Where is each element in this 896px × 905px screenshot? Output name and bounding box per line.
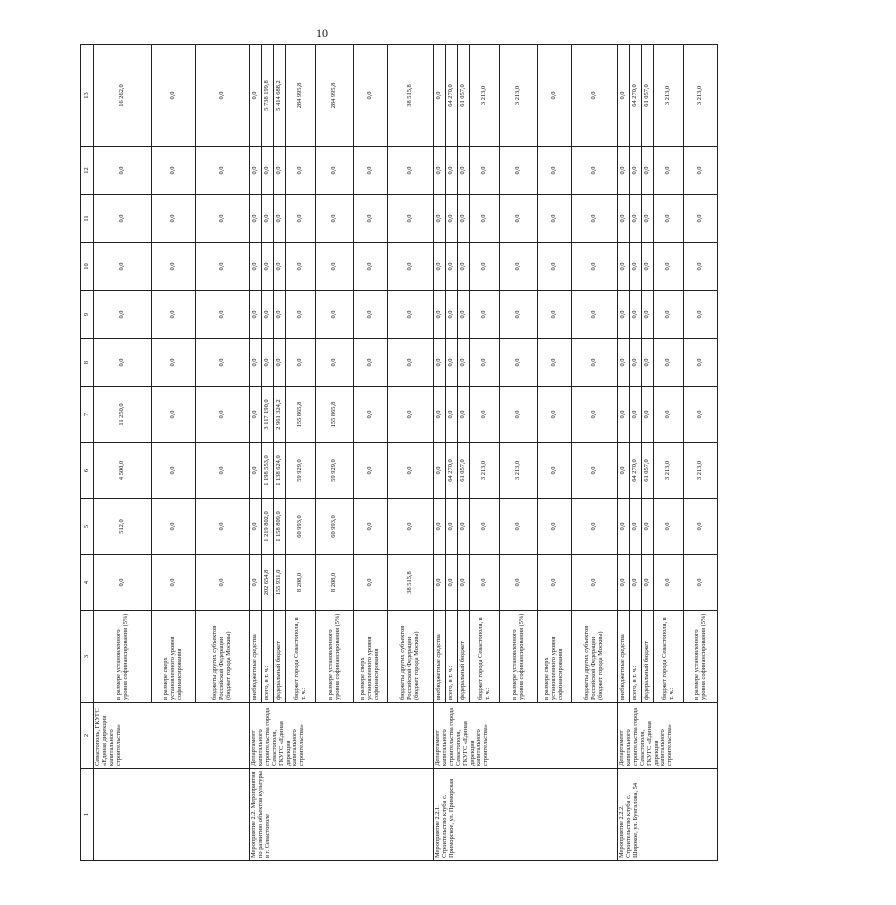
value-cell: 1 219 802,0	[262, 499, 274, 555]
value-cell: 0,0	[500, 147, 538, 195]
value-cell: 0,0	[388, 291, 434, 339]
funding-source: в размере установленного уровня софинансирования (5%)	[500, 611, 538, 703]
value-cell: 0,0	[642, 339, 654, 387]
value-cell: 0,0	[630, 499, 642, 555]
measure-cell	[250, 769, 434, 861]
funding-source: внебюджетные средства	[250, 611, 262, 703]
value-cell: 0,0	[618, 387, 630, 443]
value-cell: 0,0	[684, 499, 718, 555]
value-cell: 0,0	[642, 291, 654, 339]
funding-source: бюджет города Севастополя, в т. ч.:	[470, 611, 500, 703]
value-total: 16 262,0	[94, 45, 152, 147]
col-header: 10	[81, 243, 94, 291]
executor-directorate: ГКУГС «Единая дирекция капитального строительства»	[461, 721, 490, 766]
value-cell: 0,0	[538, 387, 572, 443]
value-cell: 0,0	[196, 243, 250, 291]
value-cell: 1 138 624,0	[274, 443, 286, 499]
value-cell: 0,0	[684, 339, 718, 387]
rotated-table-area	[80, 45, 896, 858]
value-cell: 0,0	[500, 195, 538, 243]
value-cell: 0,0	[94, 147, 152, 195]
value-cell: 0,0	[354, 291, 388, 339]
value-cell: 0,0	[572, 243, 618, 291]
value-cell: 0,0	[434, 443, 446, 499]
value-cell: 61 057,0	[458, 443, 470, 499]
value-cell: 0,0	[286, 339, 316, 387]
value-cell: 0,0	[196, 443, 250, 499]
table-row	[250, 45, 262, 861]
value-cell: 512,0	[94, 499, 152, 555]
value-cell: 0,0	[538, 243, 572, 291]
value-cell: 0,0	[572, 499, 618, 555]
value-cell: 0,0	[250, 195, 262, 243]
value-cell: 8 208,0	[316, 555, 354, 611]
value-cell: 0,0	[654, 499, 684, 555]
value-cell: 0,0	[446, 291, 458, 339]
value-total: 3 213,0	[654, 45, 684, 147]
value-cell: 0,0	[572, 387, 618, 443]
value-cell: 0,0	[458, 499, 470, 555]
value-cell: 0,0	[572, 555, 618, 611]
value-cell: 8 208,0	[286, 555, 316, 611]
rotated-table-wrapper	[80, 45, 707, 861]
value-total: 38 515,8	[388, 45, 434, 147]
value-cell: 0,0	[274, 339, 286, 387]
value-cell: 0,0	[500, 243, 538, 291]
col-header: 13	[81, 45, 94, 147]
value-cell: 0,0	[630, 339, 642, 387]
col-header: 6	[81, 443, 94, 499]
value-cell: 0,0	[654, 291, 684, 339]
col-header: 7	[81, 387, 94, 443]
value-cell: 2 961 324,2	[274, 387, 286, 443]
table-row	[434, 45, 446, 861]
value-cell: 0,0	[316, 147, 354, 195]
value-cell: 0,0	[470, 243, 500, 291]
value-cell: 0,0	[196, 555, 250, 611]
value-cell: 0,0	[618, 291, 630, 339]
value-total: 284 995,8	[316, 45, 354, 147]
value-cell: 0,0	[470, 147, 500, 195]
col-header: 3	[81, 611, 94, 703]
value-cell: 0,0	[434, 339, 446, 387]
value-cell: 0,0	[630, 147, 642, 195]
value-cell: 0,0	[538, 499, 572, 555]
value-cell: 0,0	[262, 291, 274, 339]
table-row	[94, 45, 152, 861]
value-cell: 0,0	[684, 195, 718, 243]
value-cell: 0,0	[250, 555, 262, 611]
measure-cell	[94, 769, 250, 861]
value-cell: 0,0	[538, 147, 572, 195]
value-cell: 0,0	[388, 147, 434, 195]
value-cell: 0,0	[458, 291, 470, 339]
value-total: 3 213,0	[470, 45, 500, 147]
value-total: 64 270,0	[446, 45, 458, 147]
col-header: 2	[81, 703, 94, 769]
value-cell: 61 057,0	[642, 443, 654, 499]
value-cell: 0,0	[434, 291, 446, 339]
value-total: 0,0	[152, 45, 196, 147]
value-cell: 155 931,0	[274, 555, 286, 611]
value-cell: 0,0	[446, 339, 458, 387]
executor-department: Департамент капитального строительства города Севастополя,	[434, 707, 462, 766]
col-header: 8	[81, 339, 94, 387]
table-row	[618, 45, 630, 861]
value-cell: 0,0	[434, 555, 446, 611]
value-cell: 0,0	[618, 147, 630, 195]
value-cell: 64 270,0	[630, 443, 642, 499]
value-cell: 0,0	[458, 195, 470, 243]
funding-source: бюджет города Севастополя, в т. ч.:	[654, 611, 684, 703]
value-cell: 0,0	[354, 387, 388, 443]
value-cell: 1 158 809,0	[274, 499, 286, 555]
value-cell: 0,0	[572, 443, 618, 499]
funding-source: федеральный бюджет	[458, 611, 470, 703]
value-cell: 0,0	[196, 499, 250, 555]
value-cell: 0,0	[446, 243, 458, 291]
value-total: 5 738 199,8	[262, 45, 274, 147]
funding-source: федеральный бюджет	[274, 611, 286, 703]
value-cell: 3 213,0	[500, 443, 538, 499]
value-total: 0,0	[354, 45, 388, 147]
executor-directorate: ГКУГС «Единая дирекция капитального строительства»	[645, 721, 674, 766]
value-cell: 0,0	[538, 195, 572, 243]
value-cell: 64 270,0	[446, 443, 458, 499]
value-cell: 0,0	[572, 339, 618, 387]
value-cell: 0,0	[250, 291, 262, 339]
value-cell: 0,0	[94, 291, 152, 339]
value-cell: 0,0	[262, 339, 274, 387]
funding-source: всего, в т. ч.:	[446, 611, 458, 703]
funding-source: в размере установленного уровня софинансирования (5%)	[684, 611, 718, 703]
value-cell: 0,0	[642, 147, 654, 195]
value-total: 0,0	[196, 45, 250, 147]
value-cell: 3 213,0	[470, 443, 500, 499]
value-cell: 0,0	[538, 443, 572, 499]
value-cell: 0,0	[262, 147, 274, 195]
value-cell: 0,0	[618, 443, 630, 499]
value-cell: 0,0	[94, 243, 152, 291]
value-cell: 0,0	[434, 147, 446, 195]
value-cell: 0,0	[250, 147, 262, 195]
value-total: 5 414 688,2	[274, 45, 286, 147]
value-cell: 0,0	[274, 195, 286, 243]
value-cell: 0,0	[354, 147, 388, 195]
value-cell: 0,0	[618, 339, 630, 387]
executor-cell	[250, 703, 434, 769]
value-cell: 0,0	[684, 387, 718, 443]
value-cell: 0,0	[446, 555, 458, 611]
value-cell: 0,0	[250, 387, 262, 443]
value-total: 0,0	[572, 45, 618, 147]
value-cell: 0,0	[446, 195, 458, 243]
value-total: 0,0	[434, 45, 446, 147]
value-cell: 0,0	[196, 291, 250, 339]
value-cell: 0,0	[470, 339, 500, 387]
value-cell: 0,0	[684, 291, 718, 339]
executor-department: Департамент капитального строительства города Севастополя,	[618, 707, 646, 766]
value-cell: 0,0	[500, 291, 538, 339]
value-cell: 59 929,0	[286, 443, 316, 499]
value-cell: 0,0	[500, 387, 538, 443]
value-cell: 0,0	[642, 387, 654, 443]
value-cell: 0,0	[572, 147, 618, 195]
value-cell: 60 993,0	[286, 499, 316, 555]
value-cell: 0,0	[316, 339, 354, 387]
value-cell: 0,0	[152, 555, 196, 611]
value-cell: 0,0	[286, 147, 316, 195]
value-cell: 0,0	[434, 243, 446, 291]
value-cell: 0,0	[94, 555, 152, 611]
value-cell: 0,0	[446, 387, 458, 443]
value-cell: 0,0	[354, 555, 388, 611]
value-total: 0,0	[618, 45, 630, 147]
value-cell: 0,0	[630, 387, 642, 443]
value-cell: 0,0	[354, 195, 388, 243]
value-cell: 0,0	[196, 387, 250, 443]
measure-name: Мероприятие 2.2.1. Строительство клуба с. Приморское, ул. Приморская	[434, 778, 455, 858]
value-cell: 0,0	[458, 147, 470, 195]
value-cell: 0,0	[470, 555, 500, 611]
value-cell: 0,0	[500, 499, 538, 555]
funding-source: в размере установленного уровня софинансирования (5%)	[316, 611, 354, 703]
value-cell: 0,0	[470, 387, 500, 443]
funding-source: бюджет города Севастополя, в т. ч.:	[286, 611, 316, 703]
funding-source: бюджеты других субъектов Российской Федерации (бюджет города Москвы)	[196, 611, 250, 703]
value-cell: 0,0	[286, 195, 316, 243]
value-cell: 0,0	[654, 147, 684, 195]
col-header: 9	[81, 291, 94, 339]
value-cell: 0,0	[446, 499, 458, 555]
value-total: 284 995,8	[286, 45, 316, 147]
value-cell: 0,0	[618, 499, 630, 555]
value-cell: 0,0	[642, 195, 654, 243]
value-cell: 0,0	[538, 291, 572, 339]
value-cell: 3 213,0	[654, 443, 684, 499]
value-cell: 38 515,8	[388, 555, 434, 611]
measure-cell	[618, 769, 718, 861]
executor-name: Севастополь, ГКУГС «Единая дирекция капитального строительства»	[94, 708, 122, 766]
value-cell: 4 500,0	[94, 443, 152, 499]
value-total: 61 057,0	[458, 45, 470, 147]
value-cell: 0,0	[274, 243, 286, 291]
value-cell: 0,0	[388, 195, 434, 243]
value-cell: 0,0	[642, 555, 654, 611]
funding-source: бюджеты других субъектов Российской Федерации (бюджет города Москвы)	[388, 611, 434, 703]
value-cell: 0,0	[654, 243, 684, 291]
measure-cell	[434, 769, 618, 861]
value-cell: 0,0	[458, 387, 470, 443]
value-cell: 0,0	[250, 499, 262, 555]
value-cell: 0,0	[458, 339, 470, 387]
col-header: 4	[81, 555, 94, 611]
value-cell: 0,0	[94, 339, 152, 387]
value-cell: 3 213,0	[684, 443, 718, 499]
value-cell: 0,0	[630, 291, 642, 339]
value-cell: 0,0	[388, 387, 434, 443]
value-cell: 60 993,0	[316, 499, 354, 555]
executor-cell	[618, 703, 718, 769]
value-cell: 0,0	[654, 555, 684, 611]
value-cell: 0,0	[152, 443, 196, 499]
col-header: 12	[81, 147, 94, 195]
value-cell: 0,0	[196, 195, 250, 243]
value-cell: 0,0	[684, 555, 718, 611]
value-cell: 0,0	[250, 339, 262, 387]
value-cell: 0,0	[618, 195, 630, 243]
value-cell: 0,0	[618, 555, 630, 611]
value-cell: 0,0	[316, 243, 354, 291]
value-cell: 0,0	[434, 195, 446, 243]
value-cell: 0,0	[354, 443, 388, 499]
value-cell: 0,0	[642, 243, 654, 291]
value-cell: 0,0	[196, 339, 250, 387]
column-number-row	[81, 45, 94, 861]
col-header: 5	[81, 499, 94, 555]
col-header: 11	[81, 195, 94, 243]
value-cell: 0,0	[354, 339, 388, 387]
value-cell: 0,0	[434, 499, 446, 555]
value-cell: 0,0	[434, 387, 446, 443]
funding-source: в размере установленного уровня софинансирования (5%)	[94, 611, 152, 703]
funding-source: всего, в т. ч.:	[630, 611, 642, 703]
value-cell: 3 117 190,0	[262, 387, 274, 443]
value-total: 3 213,0	[684, 45, 718, 147]
value-cell: 0,0	[286, 243, 316, 291]
value-cell: 0,0	[538, 339, 572, 387]
funding-source: бюджеты других субъектов Российской Федерации (бюджет города Москвы)	[572, 611, 618, 703]
value-cell: 0,0	[458, 555, 470, 611]
value-total: 61 057,0	[642, 45, 654, 147]
value-cell: 0,0	[152, 195, 196, 243]
value-cell: 0,0	[152, 499, 196, 555]
value-cell: 0,0	[388, 443, 434, 499]
value-cell: 0,0	[316, 195, 354, 243]
funding-source: в размере сверх установленного уровня софинансирования	[152, 611, 196, 703]
budget-table	[80, 44, 718, 861]
value-cell: 1 198 553,0	[262, 443, 274, 499]
value-cell: 0,0	[470, 499, 500, 555]
executor-cell	[434, 703, 618, 769]
value-cell: 0,0	[654, 195, 684, 243]
value-cell: 0,0	[470, 195, 500, 243]
value-cell: 0,0	[446, 147, 458, 195]
value-cell: 155 865,8	[316, 387, 354, 443]
value-cell: 0,0	[250, 443, 262, 499]
value-cell: 0,0	[572, 195, 618, 243]
value-total: 3 213,0	[500, 45, 538, 147]
executor-directorate: ГКУГС «Единая дирекция капитального строительства»	[277, 721, 306, 766]
value-cell: 0,0	[354, 499, 388, 555]
funding-source: федеральный бюджет	[642, 611, 654, 703]
value-cell: 202 654,8	[262, 555, 274, 611]
value-cell: 0,0	[354, 243, 388, 291]
funding-source: внебюджетные средства	[618, 611, 630, 703]
value-total: 0,0	[250, 45, 262, 147]
value-cell: 0,0	[630, 555, 642, 611]
value-cell: 0,0	[316, 291, 354, 339]
value-cell: 0,0	[630, 243, 642, 291]
value-cell: 0,0	[274, 147, 286, 195]
value-cell: 0,0	[538, 555, 572, 611]
executor-cell	[94, 703, 250, 769]
value-cell: 0,0	[684, 147, 718, 195]
value-cell: 0,0	[250, 243, 262, 291]
value-cell: 0,0	[642, 499, 654, 555]
value-cell: 0,0	[196, 147, 250, 195]
funding-source: всего, в т. ч.:	[262, 611, 274, 703]
value-cell: 0,0	[94, 195, 152, 243]
page-number: 10	[316, 26, 328, 40]
value-cell: 0,0	[470, 291, 500, 339]
value-cell: 0,0	[152, 243, 196, 291]
executor-department: Департамент капитального строительства города Севастополя,	[250, 707, 278, 766]
value-cell: 0,0	[388, 499, 434, 555]
value-cell: 11 250,0	[94, 387, 152, 443]
value-cell: 155 865,8	[286, 387, 316, 443]
value-cell: 0,0	[388, 339, 434, 387]
value-cell: 0,0	[654, 387, 684, 443]
value-cell: 0,0	[262, 195, 274, 243]
value-cell: 0,0	[630, 195, 642, 243]
measure-name: Мероприятие 2.2.2. Строительство клуба с. Широкое, ул. Бунгалова, 54	[618, 782, 639, 858]
value-total: 64 270,0	[630, 45, 642, 147]
value-cell: 59 929,0	[316, 443, 354, 499]
funding-source: в размере сверх установленного уровня софинансирования	[538, 611, 572, 703]
col-header: 1	[81, 769, 94, 861]
value-cell: 0,0	[572, 291, 618, 339]
funding-source: внебюджетные средства	[434, 611, 446, 703]
value-cell: 0,0	[262, 243, 274, 291]
value-cell: 0,0	[618, 243, 630, 291]
funding-source: в размере сверх установленного уровня софинансирования	[354, 611, 388, 703]
measure-name: Мероприятие 2.2. Мероприятия по развитию объектов культуры в г. Севастополе	[250, 771, 271, 858]
value-cell: 0,0	[500, 555, 538, 611]
value-cell: 0,0	[274, 291, 286, 339]
value-total: 0,0	[538, 45, 572, 147]
value-cell: 0,0	[684, 243, 718, 291]
value-cell: 0,0	[152, 291, 196, 339]
value-cell: 0,0	[152, 339, 196, 387]
value-cell: 0,0	[286, 291, 316, 339]
value-cell: 0,0	[458, 243, 470, 291]
value-cell: 0,0	[500, 339, 538, 387]
value-cell: 0,0	[388, 243, 434, 291]
value-cell: 0,0	[654, 339, 684, 387]
value-cell: 0,0	[152, 387, 196, 443]
value-cell: 0,0	[152, 147, 196, 195]
